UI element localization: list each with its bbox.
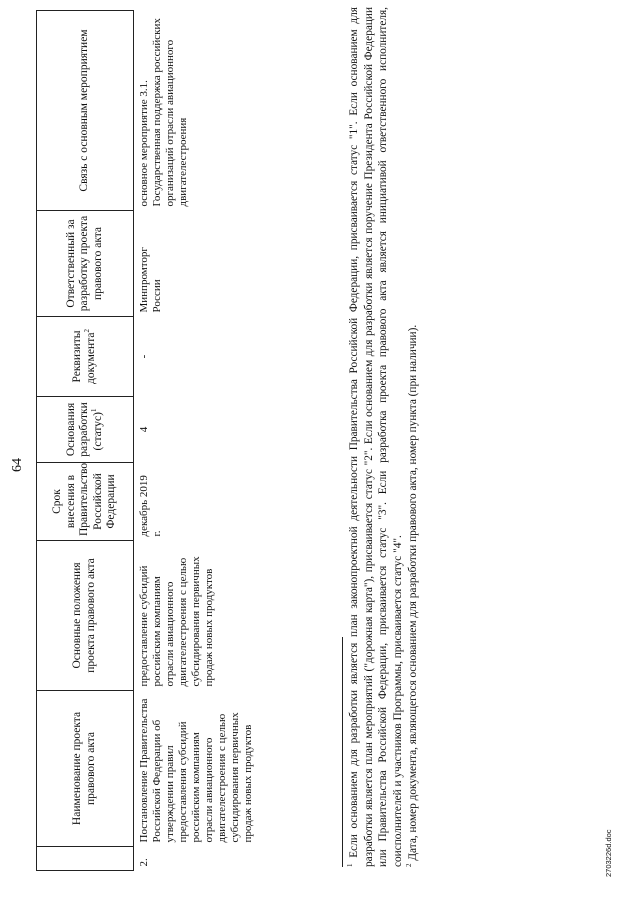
- header-link: Связь с основным мероприятием: [37, 11, 134, 211]
- header-deadline: Срок внесения в Правительство Российской Федерации: [37, 463, 134, 541]
- row-link: основное мероприятие 3.1. Государственная поддержка российских организаций отрасли авиационного двигателестроения: [138, 18, 189, 207]
- row-responsible: Минпромторг России: [138, 247, 163, 313]
- row-provisions: предоставление субсидий российским компаниям отрасли авиационного двигателестроения с целью субсидирования первичных продаж новых продуктов: [138, 556, 215, 687]
- footnote-ref-2: 2: [83, 329, 92, 333]
- row-act-name: Постановление Правительства Российской Федерации об утверждении правил предоставления субсидий российским компаниям отрасли авиационного двигателестроения с целью субсидирования первичных продаж новых продуктов: [138, 698, 254, 843]
- header-requisites: [37, 317, 134, 397]
- page-number: 64: [10, 458, 25, 472]
- header-number: [37, 847, 134, 871]
- footnote-1-text: Если основанием для разработки является план законопроектной деятельности Правительства Российской Федерации, присваивается статус "1". Если основанием для разработки является план мероприятий ("дорожная карта"), присваивается статус "2". Если основанием для разработки является поручение Президента Российской Федерации или Правительства Российской Федерации, присваивается статус "3". Если разработка проекта правового акта является инициативой ответственного исполнителя, соисполнителей и участников Программы, присваивается статус "4".: [348, 7, 405, 867]
- row-requisites: -: [138, 354, 150, 359]
- header-act-name: Наименование проекта правового акта: [37, 691, 134, 847]
- header-basis: [37, 397, 134, 463]
- footnotes: [342, 7, 420, 867]
- footnote-ref-1: 1: [89, 408, 98, 413]
- footnote-divider: [342, 637, 343, 867]
- document-file-id: 2703226d.doc: [604, 829, 613, 877]
- row-basis: 4: [138, 426, 150, 433]
- legal-acts-table: [36, 10, 259, 871]
- row-deadline: декабрь 2019 г.: [138, 475, 163, 537]
- header-basis-text: Основания разработки (статус): [64, 402, 104, 457]
- footnote-2-text: Дата, номер документа, являющегося основанием для разработки правового акта, номер пункта (при наличии).: [406, 324, 419, 861]
- table-row: [134, 11, 259, 871]
- header-requisites-text: Реквизиты документа: [71, 330, 97, 384]
- header-responsible: Ответственный за разработку проекта правового акта: [37, 211, 134, 317]
- header-provisions: Основные положения проекта правового акта: [37, 541, 134, 691]
- row-number: 2.: [138, 858, 150, 867]
- footnote-2: [406, 7, 421, 867]
- footnote-1-marker: 1: [346, 863, 355, 867]
- table-header-row: [37, 11, 134, 871]
- footnote-2-marker: 2: [404, 863, 413, 867]
- footnote-1: [347, 7, 406, 867]
